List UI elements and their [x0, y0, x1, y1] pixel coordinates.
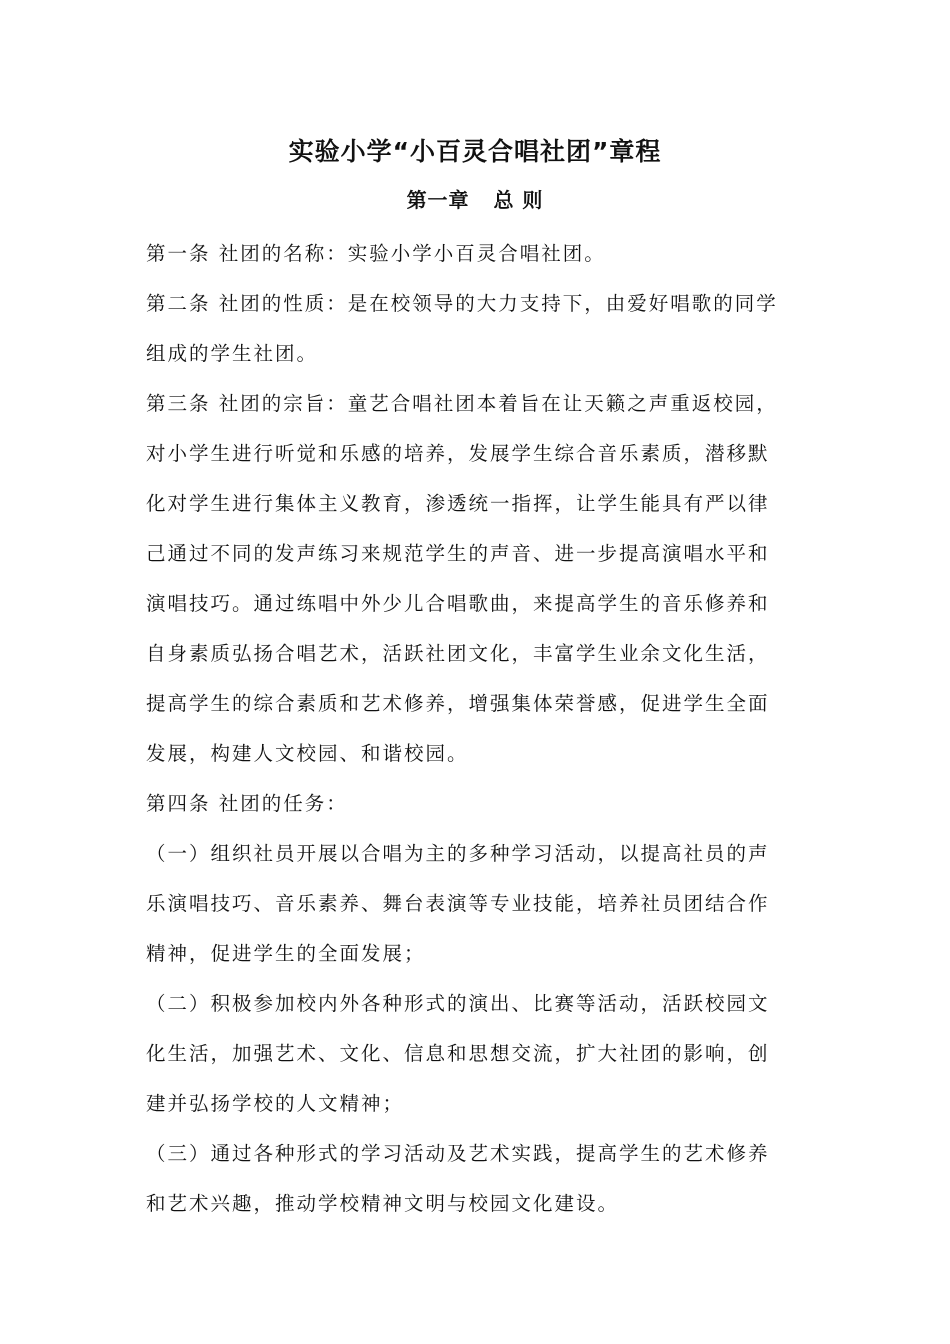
- text-line: 第四条 社团的任务：: [146, 792, 348, 815]
- text-line: 演唱技巧。通过练唱中外少儿合唱歌曲，来提高学生的音乐修养和: [146, 592, 770, 615]
- text-line: 提高学生的综合素质和艺术修养，增强集体荣誉感，促进学生全面: [146, 692, 770, 715]
- text-line: 对小学生进行听觉和乐感的培养，发展学生综合音乐素质，潜移默: [146, 442, 770, 465]
- document-body: [146, 229, 806, 1229]
- text-line: （三）通过各种形式的学习活动及艺术实践，提高学生的艺术修养: [146, 1142, 770, 1165]
- text-line: 精神，促进学生的全面发展；: [146, 942, 426, 965]
- text-line: 组成的学生社团。: [146, 342, 319, 365]
- text-line: 第三条 社团的宗旨：童艺合唱社团本着旨在让天籁之声重返校园，: [146, 392, 778, 415]
- text-line: 乐演唱技巧、音乐素养、舞台表演等专业技能，培养社员团结合作: [146, 892, 770, 915]
- text-line: 化对学生进行集体主义教育，渗透统一指挥，让学生能具有严以律: [146, 492, 770, 515]
- text-line: 己通过不同的发声练习来规范学生的声音、进一步提高演唱水平和: [146, 542, 770, 565]
- text-line: 建并弘扬学校的人文精神；: [146, 1092, 405, 1115]
- text-line: （一）组织社员开展以合唱为主的多种学习活动，以提高社员的声: [146, 842, 770, 865]
- text-line: 化生活，加强艺术、文化、信息和思想交流，扩大社团的影响，创: [146, 1042, 770, 1065]
- text-line: 和艺术兴趣，推动学校精神文明与校园文化建设。: [146, 1192, 620, 1215]
- text-line: 自身素质弘扬合唱艺术，活跃社团文化，丰富学生业余文化生活，: [146, 642, 770, 665]
- text-line: 发展，构建人文校园、和谐校园。: [146, 742, 469, 765]
- text-line: 第二条 社团的性质：是在校领导的大力支持下，由爱好唱歌的同学: [146, 292, 778, 315]
- chapter-heading: 第一章 总 则: [406, 188, 544, 212]
- text-line: 第一条 社团的名称：实验小学小百灵合唱社团。: [146, 242, 606, 265]
- document-title: 实验小学“小百灵合唱社团”章程: [288, 137, 662, 166]
- text-line: （二）积极参加校内外各种形式的演出、比赛等活动，活跃校园文: [146, 992, 770, 1015]
